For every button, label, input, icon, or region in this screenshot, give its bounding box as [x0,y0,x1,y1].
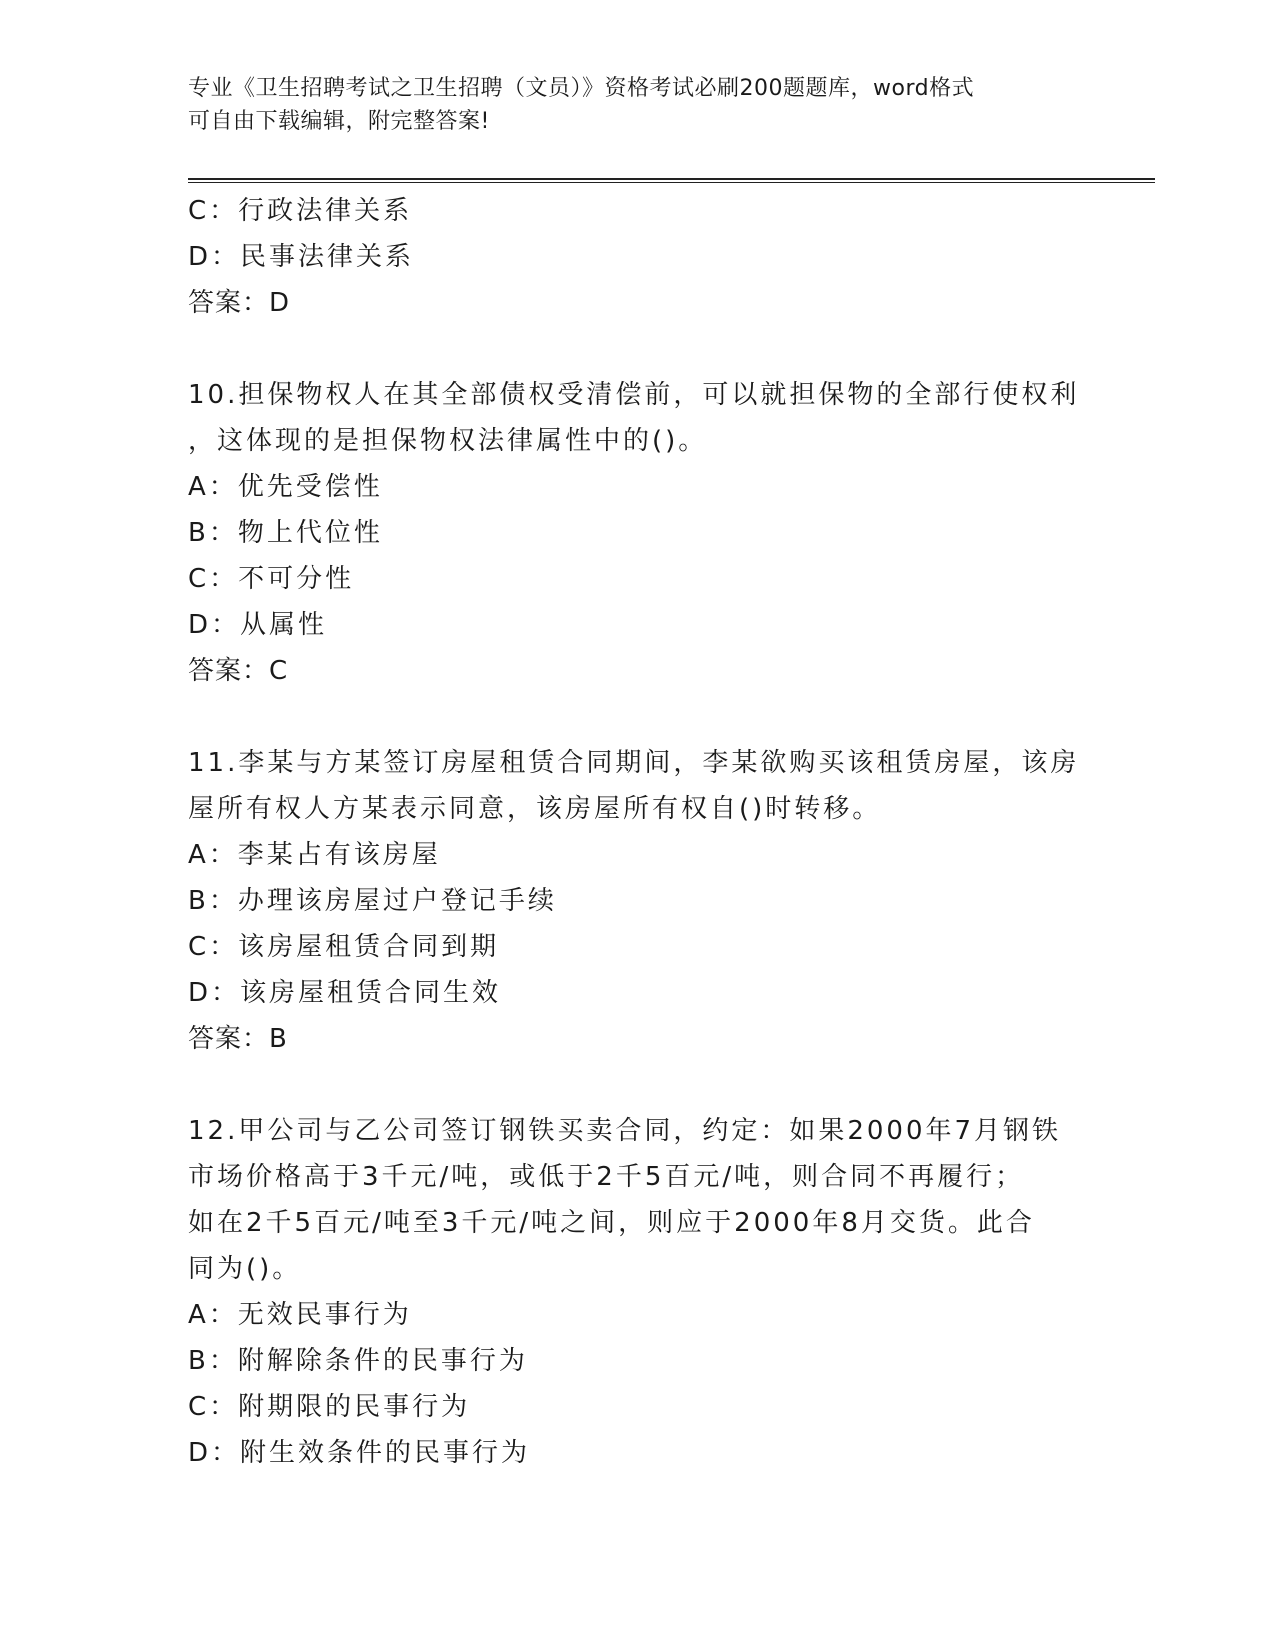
option-b: B：附解除条件的民事行为 [188,1346,528,1376]
answer: 答案：B [188,1024,288,1054]
question-text: 同为()。 [188,1254,302,1284]
question-text: 市场价格高于3千元/吨，或低于2千5百元/吨，则合同不再履行； [188,1162,1025,1192]
document-body [188,188,1088,1476]
answer: 答案：C [188,656,289,686]
question-text: 如在2千5百元/吨至3千元/吨之间，则应于2000年8月交货。此合 [188,1208,1035,1238]
question-text: 10.担保物权人在其全部债权受清偿前，可以就担保物的全部行使权利 [188,380,1080,410]
option-c: C：行政法律关系 [188,196,413,226]
option-a: A：无效民事行为 [188,1300,412,1330]
question-text: 12.甲公司与乙公司签订钢铁买卖合同，约定：如果2000年7月钢铁 [188,1116,1062,1146]
header-line-2: 可自由下载编辑，附完整答案! [188,109,490,134]
option-a: A：李某占有该房屋 [188,840,441,870]
option-c: C：该房屋租赁合同到期 [188,932,500,962]
option-b: B：办理该房屋过户登记手续 [188,886,557,916]
header-divider [188,178,1155,183]
option-c: C：附期限的民事行为 [188,1392,471,1422]
option-d: D：民事法律关系 [188,242,415,272]
answer: 答案：D [188,288,291,318]
option-a: A：优先受偿性 [188,472,383,502]
question-12 [188,1108,1088,1476]
question-text: ，这体现的是担保物权法律属性中的()。 [188,426,708,456]
option-d: D：附生效条件的民事行为 [188,1438,531,1468]
question-10 [188,372,1088,694]
question-text: 11.李某与方某签订房屋租赁合同期间，李某欲购买该租赁房屋，该房 [188,748,1080,778]
prev-question-tail [188,188,1088,326]
option-c: C：不可分性 [188,564,355,594]
question-text: 屋所有权人方某表示同意，该房屋所有权自()时转移。 [188,794,882,824]
header-line-1: 专业《卫生招聘考试之卫生招聘（文员）》资格考试必刷200题题库，word格式 [188,76,975,101]
question-11 [188,740,1088,1062]
option-d: D：从属性 [188,610,328,640]
option-b: B：物上代位性 [188,518,383,548]
option-d: D：该房屋租赁合同生效 [188,978,502,1008]
page-header [188,72,1088,138]
